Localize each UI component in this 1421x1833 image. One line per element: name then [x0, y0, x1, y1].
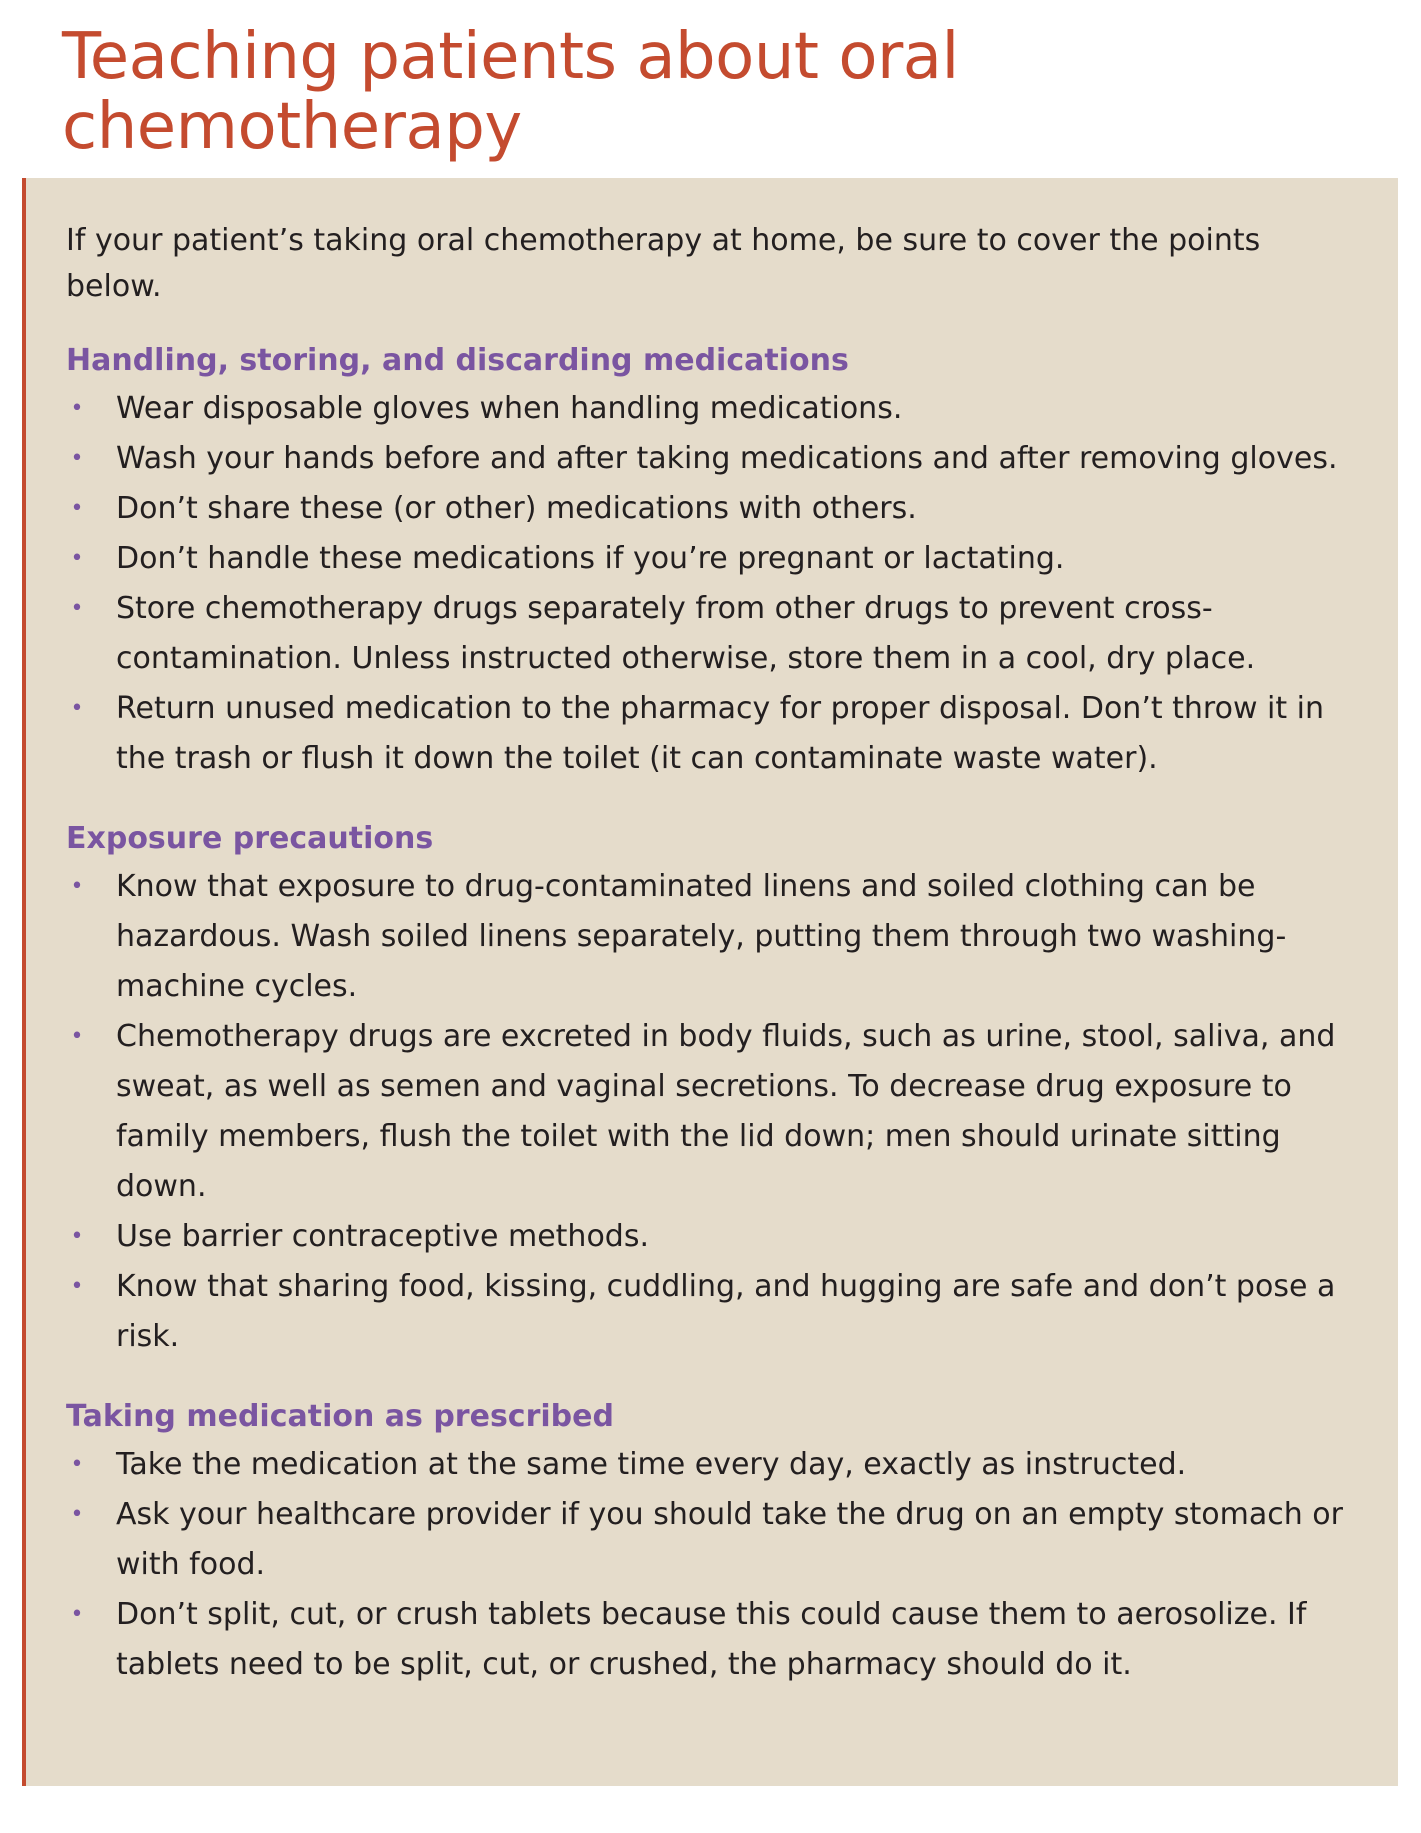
intro-text: If your patient’s taking oral chemotherapy at home, be sure to cover the points below. — [66, 223, 1261, 304]
bullet-list — [66, 1440, 1358, 1690]
list-item — [66, 1012, 1358, 1212]
list-item — [66, 434, 1358, 484]
list-item — [66, 1212, 1358, 1262]
content-panel — [22, 178, 1398, 1786]
list-item-text: Don’t split, cut, or crush tablets because this could cause them to aerosolize. If tablets need to be split, cut, or crushed, the pharmacy should do it. — [116, 1597, 1307, 1682]
bullet-icon: • — [70, 1224, 84, 1249]
list-item — [66, 1440, 1358, 1490]
list-item — [66, 384, 1358, 434]
bullet-list — [66, 384, 1358, 784]
bullet-icon: • — [70, 1502, 84, 1527]
section-heading: Handling, storing, and discarding medications — [66, 343, 849, 378]
list-item-text: Ask your healthcare provider if you should take the drug on an empty stomach or with food. — [116, 1497, 1343, 1582]
list-item-text: Don’t share these (or other) medications with others. — [116, 491, 917, 526]
section-taking-medication — [66, 1394, 1358, 1690]
list-item — [66, 1590, 1358, 1690]
section-heading: Exposure precautions — [66, 821, 434, 856]
list-item-text: Take the medication at the same time every day, exactly as instructed. — [116, 1447, 1187, 1482]
list-item-text: Know that sharing food, kissing, cuddling, and hugging are safe and don’t pose a risk. — [116, 1269, 1336, 1354]
section-heading: Taking medication as prescribed — [66, 1399, 614, 1434]
list-item-text: Don’t handle these medications if you’re pregnant or lactating. — [116, 541, 1065, 576]
list-item — [66, 862, 1358, 1012]
list-item — [66, 1490, 1358, 1590]
list-item — [66, 1262, 1358, 1362]
list-item-text: Chemotherapy drugs are excreted in body fluids, such as urine, stool, saliva, and sweat, as well as semen and vaginal secretions. To decrease drug exposure to family members, flush the toilet with the lid down; men should urinate sitting down. — [116, 1019, 1336, 1204]
bullet-icon: • — [70, 396, 84, 421]
list-item — [66, 484, 1358, 534]
bullet-icon: • — [70, 874, 84, 899]
section-exposure — [66, 816, 1358, 1362]
bullet-icon: • — [70, 446, 84, 471]
bullet-icon: • — [70, 596, 84, 621]
list-item-text: Wash your hands before and after taking medications and after removing gloves. — [116, 441, 1338, 476]
page-title: Teaching patients about oral chemotherapy — [62, 20, 959, 165]
list-item — [66, 684, 1358, 784]
bullet-icon: • — [70, 696, 84, 721]
list-item-text: Know that exposure to drug-contaminated linens and soiled clothing can be hazardous. Wash soiled linens separately, putting them through two washing-machine cycles. — [116, 869, 1287, 1004]
bullet-icon: • — [70, 496, 84, 521]
list-item-text: Return unused medication to the pharmacy for proper disposal. Don’t throw it in the trash or flush it down the toilet (it can contaminate waste water). — [116, 691, 1325, 776]
list-item — [66, 584, 1358, 684]
bullet-icon: • — [70, 1024, 84, 1049]
section-handling — [66, 338, 1358, 784]
list-item — [66, 534, 1358, 584]
bullet-icon: • — [70, 546, 84, 571]
bullet-icon: • — [70, 1274, 84, 1299]
bullet-list — [66, 862, 1358, 1362]
list-item-text: Wear disposable gloves when handling medications. — [116, 391, 903, 426]
bullet-icon: • — [70, 1452, 84, 1477]
list-item-text: Store chemotherapy drugs separately from other drugs to prevent cross-contamination. Unless instructed otherwise, store them in a cool, dry place. — [116, 591, 1256, 676]
list-item-text: Use barrier contraceptive methods. — [116, 1219, 650, 1254]
bullet-icon: • — [70, 1602, 84, 1627]
